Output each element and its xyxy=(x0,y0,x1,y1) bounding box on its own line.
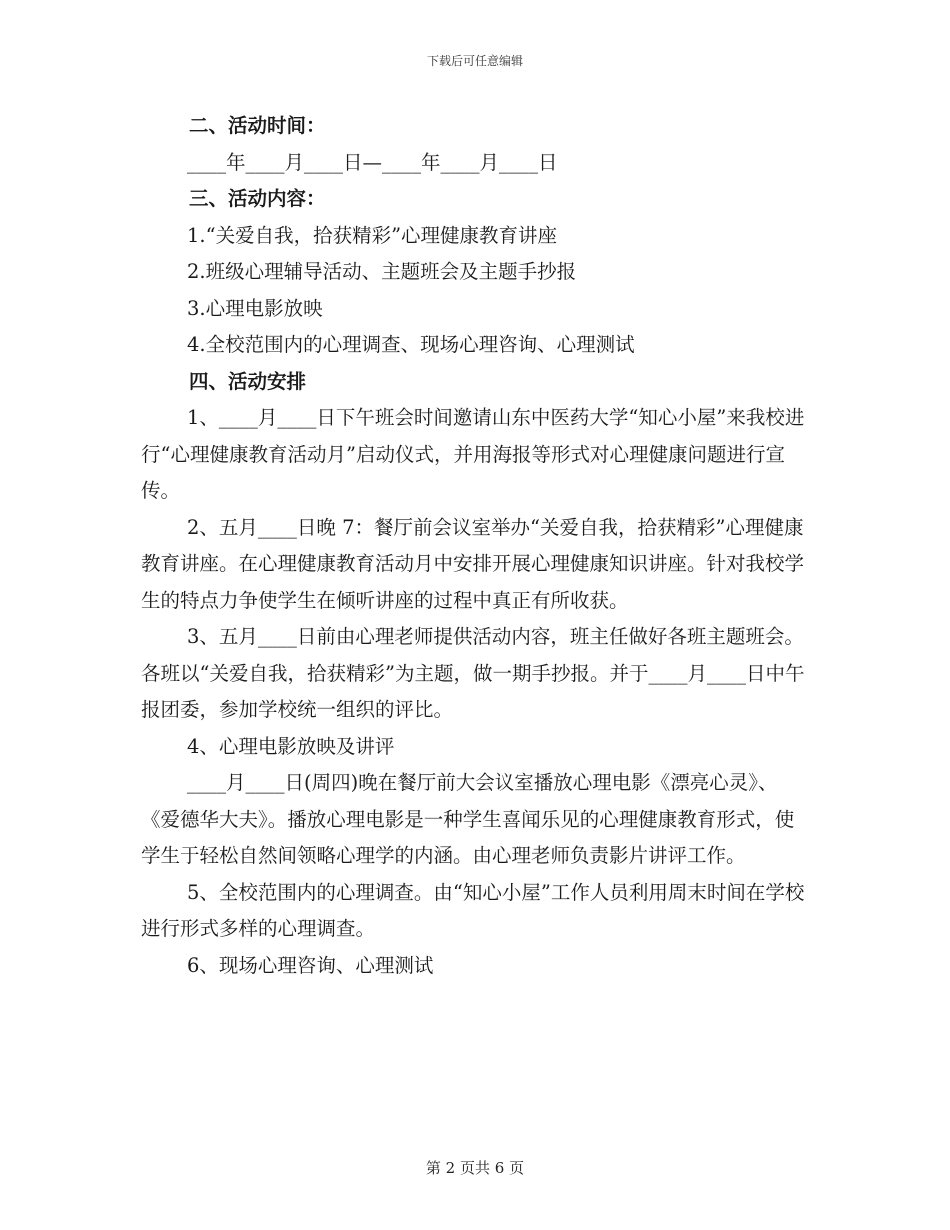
arrangement-4-title: 4、心理电影放映及讲评 xyxy=(187,734,395,758)
section-2-title: 二、活动时间： xyxy=(189,114,326,137)
arrangement-1: 1、____月____日下午班会时间邀请山东中医药大学“知心小屋”来我校进行“心理健康教育活动月”启动仪式，并用海报等形式对心理健康问题进行宣传。 xyxy=(141,406,805,502)
arrangement-4-body: ____月____日(周四)晚在餐厅前大会议室播放心理电影《漂亮心灵》、《爱德华大夫》。播放心理电影是一种学生喜闻乐见的心理健康教育形式，使学生于轻松自然间领略心理学的内涵。由心理老师负责影片讲评工作。 xyxy=(141,771,795,867)
section-4-title: 四、活动安排 xyxy=(189,369,307,393)
arrangement-3: 3、五月____日前由心理老师提供活动内容，班主任做好各班主题班会。各班以“关爱自我，拾获精彩”为主题，做一期手抄报。并于____月____日中午报团委，参加学校统一组织的评比。 xyxy=(141,625,805,721)
document-body xyxy=(141,108,806,984)
section-3-title: 三、活动内容： xyxy=(189,187,326,210)
content-item-1: 1.“关爱自我，拾获精彩”心理健康教育讲座 xyxy=(187,223,558,247)
arrangement-2: 2、五月____日晚 7：餐厅前会议室举办“关爱自我，拾获精彩”心理健康教育讲座。在心理健康教育活动月中安排开展心理健康知识讲座。针对我校学生的特点力争使学生在倾听讲座的过程中真正有所收获。 xyxy=(141,515,805,612)
content-item-2: 2.班级心理辅导活动、主题班会及主题手抄报 xyxy=(187,260,577,283)
content-item-3: 3.心理电影放映 xyxy=(187,296,323,320)
arrangement-5: 5、全校范围内的心理调查。由“知心小屋”工作人员利用周末时间在学校进行形式多样的心理调查。 xyxy=(141,880,805,940)
activity-date-line: ____年____月____日—____年____月____日 xyxy=(187,150,558,174)
page-footer: 第 2 页共 6 页 xyxy=(425,1159,525,1177)
content-item-4: 4.全校范围内的心理调查、现场心理咨询、心理测试 xyxy=(187,333,635,356)
page-header: 下载后可任意编辑 xyxy=(426,54,523,68)
arrangement-6: 6、现场心理咨询、心理测试 xyxy=(187,953,434,977)
